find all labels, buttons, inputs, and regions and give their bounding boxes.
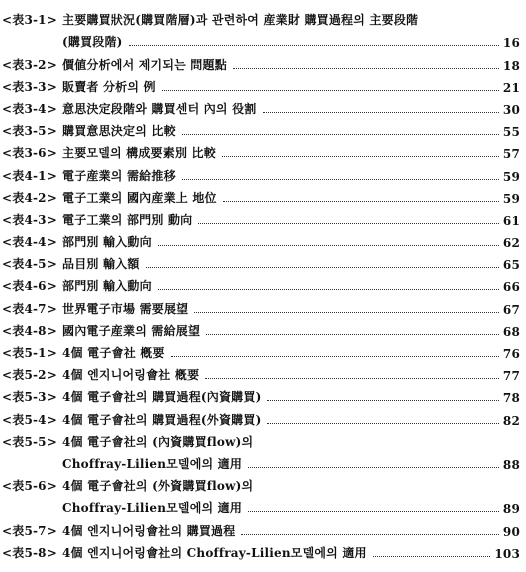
table-number: <表5-8>: [2, 545, 57, 560]
toc-entry[interactable]: [2, 428, 520, 450]
toc-entry[interactable]: [2, 272, 520, 294]
toc-entry[interactable]: [2, 539, 520, 561]
page-number: 65: [502, 258, 520, 273]
page-number: 89: [502, 502, 520, 517]
page-number: 90: [502, 524, 520, 539]
toc-entry[interactable]: [2, 161, 520, 183]
toc-entry[interactable]: [2, 228, 520, 250]
table-title: (購買段階): [62, 35, 123, 50]
toc-entry[interactable]: [2, 28, 520, 50]
table-title: 世界電子市場 需要展望: [62, 301, 189, 316]
table-number: <表3-2>: [2, 57, 57, 72]
toc-entry[interactable]: [2, 73, 520, 95]
page-number: 55: [502, 125, 520, 140]
page-number: 30: [502, 102, 520, 117]
dot-leader: [146, 267, 499, 268]
table-number: <表3-6>: [2, 146, 57, 161]
dot-leader: [267, 423, 498, 424]
dot-leader: [129, 45, 499, 46]
toc-entry[interactable]: [2, 95, 520, 117]
toc-entry[interactable]: [2, 339, 520, 361]
table-number: <表3-4>: [2, 101, 57, 116]
table-title: 4個 電子會社의 購買過程(外資購買): [62, 412, 262, 427]
dot-leader: [171, 356, 499, 357]
page-number: 21: [502, 80, 520, 95]
page-number: 62: [502, 236, 520, 251]
page-number: 57: [502, 147, 520, 162]
page-number: 16: [502, 36, 520, 51]
dot-leader: [248, 511, 499, 512]
dot-leader: [248, 467, 499, 468]
dot-leader: [182, 179, 499, 180]
dot-leader: [241, 534, 498, 535]
table-title: 購買意思決定의 比較: [62, 124, 176, 139]
table-number: <表5-2>: [2, 368, 57, 383]
table-number: <表4-2>: [2, 190, 57, 205]
dot-leader: [373, 556, 491, 557]
table-title: 4個 電子會社의 購買過程(內資購買): [62, 390, 262, 405]
table-number: <表4-4>: [2, 235, 57, 250]
table-number: <表3-1>: [2, 13, 57, 28]
table-number: <表3-5>: [2, 124, 57, 139]
table-title: 意思決定段階와 購買센터 內의 役割: [62, 101, 257, 116]
table-of-tables: [2, 6, 520, 561]
table-number: <表4-3>: [2, 212, 57, 227]
table-number: <表5-7>: [2, 523, 57, 538]
dot-leader: [158, 245, 499, 246]
table-title: 電子工業의 國內産業上 地位: [62, 190, 217, 205]
page-number: 103: [494, 546, 520, 561]
table-title: 主要모델의 構成要素別 比較: [62, 146, 216, 161]
table-title: 販賣者 分析의 例: [62, 79, 156, 94]
table-number: <表4-6>: [2, 279, 57, 294]
table-title: 電子工業의 部門別 動向: [62, 212, 193, 227]
toc-entry[interactable]: [2, 317, 520, 339]
table-title: 4個 엔지니어링會社의 購買過程: [62, 523, 236, 538]
table-number: <表4-5>: [2, 257, 57, 272]
toc-entry[interactable]: [2, 405, 520, 427]
toc-entry[interactable]: [2, 294, 520, 316]
dot-leader: [263, 112, 499, 113]
toc-entry[interactable]: [2, 361, 520, 383]
page-number: 78: [502, 391, 520, 406]
table-title: 主要購買狀況(購買階層)과 관련하여 産業財 購買過程의 主要段階: [62, 13, 419, 28]
dot-leader: [223, 201, 499, 202]
table-number: <表5-1>: [2, 346, 57, 360]
toc-entry[interactable]: [2, 383, 520, 405]
toc-entry[interactable]: [2, 494, 520, 516]
table-title: 電子産業의 需給推移: [62, 168, 176, 183]
dot-leader: [205, 378, 499, 379]
dot-leader: [267, 400, 498, 401]
page-number: 76: [502, 347, 520, 361]
dot-leader: [233, 68, 499, 69]
toc-entry[interactable]: [2, 206, 520, 228]
toc-entry[interactable]: [2, 117, 520, 139]
table-title: 4個 엔지니어링會社 槪要: [62, 368, 200, 383]
table-title: 4個 電子會社의 (外資購買flow)의: [62, 479, 254, 494]
page-number: 68: [502, 324, 520, 339]
toc-entry[interactable]: [2, 516, 520, 538]
toc-entry[interactable]: [2, 184, 520, 206]
toc-entry[interactable]: [2, 50, 520, 72]
toc-entry[interactable]: [2, 472, 520, 494]
page-number: 61: [502, 213, 520, 228]
toc-entry[interactable]: [2, 450, 520, 472]
table-number: <表4-1>: [2, 168, 57, 183]
dot-leader: [222, 156, 499, 157]
page-number: 82: [502, 413, 520, 428]
table-title: 價値分析에서 제기되는 問題點: [62, 57, 227, 72]
toc-entry[interactable]: [2, 139, 520, 161]
page-number: 66: [502, 280, 520, 295]
page-number: 59: [502, 169, 520, 184]
table-number: <表5-4>: [2, 412, 57, 427]
dot-leader: [206, 334, 499, 335]
table-title: 品目別 輸入額: [62, 257, 140, 272]
table-title: 4個 電子會社 槪要: [62, 346, 165, 360]
table-title: 國內電子産業의 需給展望: [62, 323, 201, 338]
toc-entry[interactable]: [2, 6, 520, 28]
toc-entry[interactable]: [2, 250, 520, 272]
table-number: <表4-8>: [2, 323, 57, 338]
table-number: <表5-5>: [2, 434, 57, 449]
page-number: 59: [502, 191, 520, 206]
table-title: 4個 엔지니어링會社의 Choffray-Lilien모델에의 適用: [62, 545, 367, 560]
dot-leader: [158, 289, 499, 290]
dot-leader: [194, 312, 499, 313]
page-number: 67: [502, 302, 520, 317]
page-number: 77: [502, 369, 520, 384]
table-title: Choffray-Lilien모델에의 適用: [62, 456, 243, 471]
table-title: 4個 電子會社의 (內資購買flow)의: [62, 434, 254, 449]
table-title: Choffray-Lilien모델에의 適用: [62, 501, 243, 516]
table-title: 部門別 輸入動向: [62, 235, 152, 250]
page-number: 88: [502, 457, 520, 472]
table-number: <表5-6>: [2, 479, 57, 494]
page-number: 18: [502, 58, 520, 73]
table-number: <表3-3>: [2, 79, 57, 94]
table-number: <表4-7>: [2, 301, 57, 316]
table-title: 部門別 輸入動向: [62, 279, 152, 294]
dot-leader: [162, 90, 499, 91]
table-number: <表5-3>: [2, 390, 57, 405]
dot-leader: [198, 223, 499, 224]
dot-leader: [182, 134, 499, 135]
